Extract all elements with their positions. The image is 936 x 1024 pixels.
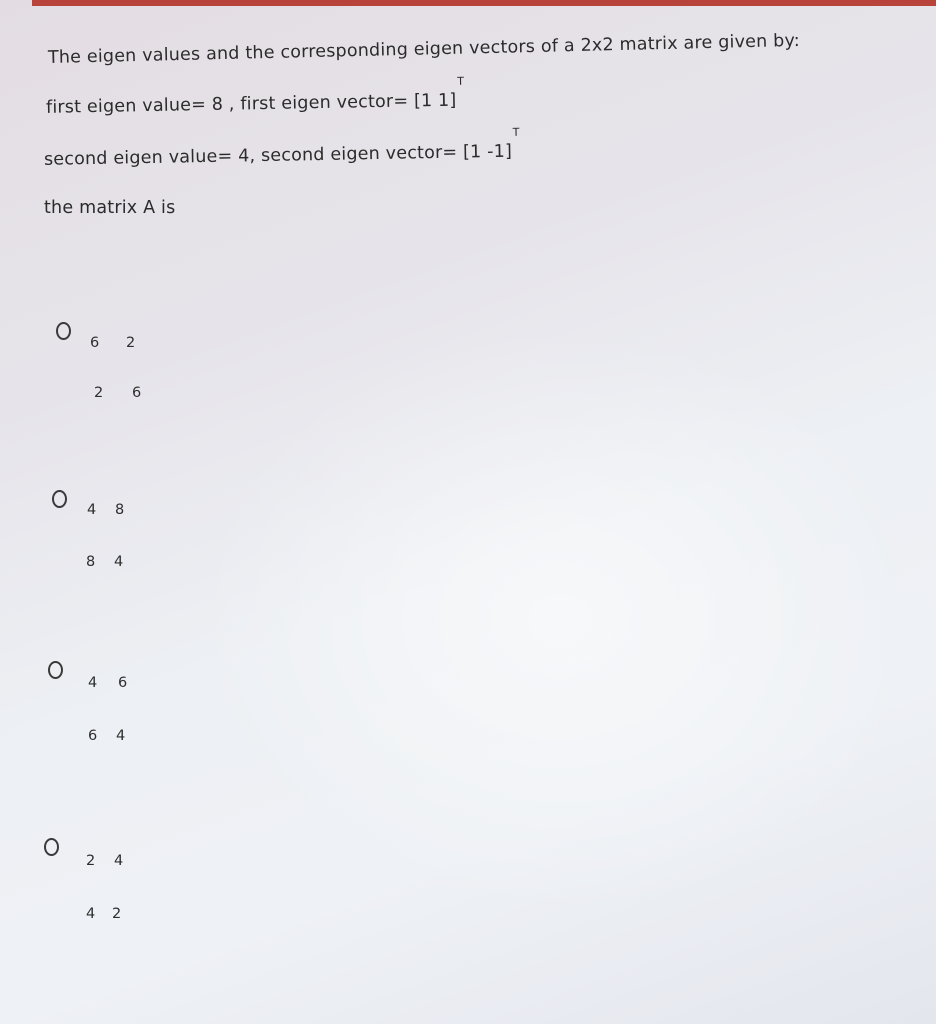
matrix-cell: 4 bbox=[86, 906, 96, 922]
matrix-cell: 6 bbox=[90, 335, 100, 351]
matrix-cell: 2 bbox=[126, 335, 136, 351]
first-eigen-text: first eigen value= 8 , first eigen vector= [1 1] bbox=[45, 90, 457, 118]
matrix-cell: 2 bbox=[112, 906, 122, 922]
matrix-cell: 2 bbox=[94, 385, 104, 401]
radio-button-icon[interactable] bbox=[48, 661, 63, 679]
option-4[interactable] bbox=[44, 838, 244, 938]
transpose-superscript: T bbox=[457, 74, 465, 88]
matrix-cell: 8 bbox=[86, 554, 96, 570]
matrix-cell: 4 bbox=[88, 675, 98, 691]
option-1[interactable] bbox=[56, 322, 256, 422]
matrix-cell: 4 bbox=[114, 853, 124, 869]
question-line-1-text: The eigen values and the corresponding eigen vectors of a 2x2 matrix are given by: bbox=[47, 30, 801, 68]
transpose-superscript: T bbox=[512, 125, 520, 139]
second-eigen-text: second eigen value= 4, second eigen vector= [1 -1] bbox=[43, 141, 513, 170]
radio-button-icon[interactable] bbox=[44, 838, 59, 856]
matrix-cell: 8 bbox=[115, 502, 125, 518]
matrix-cell: 6 bbox=[88, 728, 98, 744]
option-3[interactable] bbox=[48, 661, 248, 761]
radio-button-icon[interactable] bbox=[56, 322, 71, 340]
matrix-prompt-text: the matrix A is bbox=[44, 198, 176, 218]
option-2[interactable] bbox=[52, 490, 252, 590]
matrix-cell: 2 bbox=[86, 853, 96, 869]
radio-button-icon[interactable] bbox=[52, 490, 67, 508]
matrix-cell: 6 bbox=[132, 385, 142, 401]
matrix-cell: 6 bbox=[118, 675, 128, 691]
matrix-cell: 4 bbox=[114, 554, 124, 570]
matrix-cell: 4 bbox=[116, 728, 126, 744]
matrix-cell: 4 bbox=[87, 502, 97, 518]
